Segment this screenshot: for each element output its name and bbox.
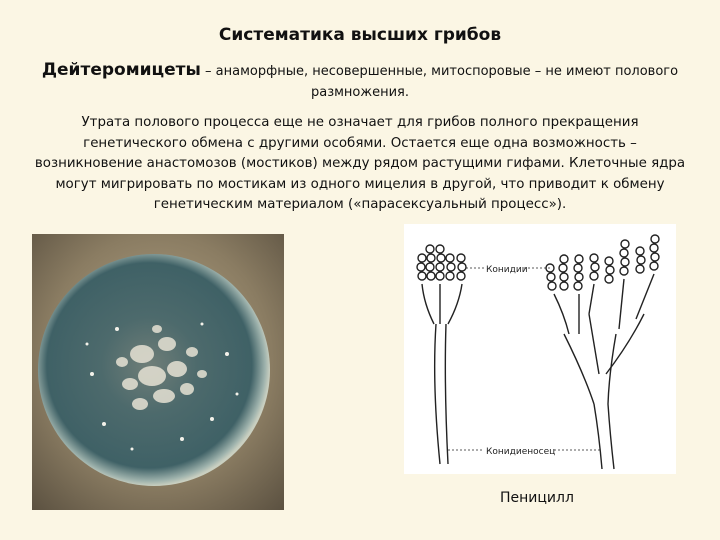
subtitle-term: Дейтеромицеты (41, 60, 201, 80)
label-conidiophore: Конидиеносец (486, 447, 556, 457)
penicillium-drawing (404, 224, 676, 474)
body-paragraph: Утрата полового процесса еще не означает для грибов полного прекращения генетического обмена с другими особями. Остается еще одна возможность – возникновение анастомозов (мостиков) между рядом растущими гифами. Клеточные ядра могут мигрировать по мостикам из одного мицелия в другой, что приводит к обмену генетическим материалом («парасексуальный процесс»). (34, 115, 686, 212)
label-conidia: Конидии (486, 265, 528, 275)
subtitle (30, 60, 690, 103)
slide-title: Систематика высших грибов (218, 25, 502, 45)
subtitle-definition: – анаморфные, несовершенные, митоспоровые – не имеют полового размножения. (200, 64, 679, 100)
penicillium-colony-photo (32, 234, 284, 510)
drawing-caption: Пеницилл (500, 490, 574, 506)
